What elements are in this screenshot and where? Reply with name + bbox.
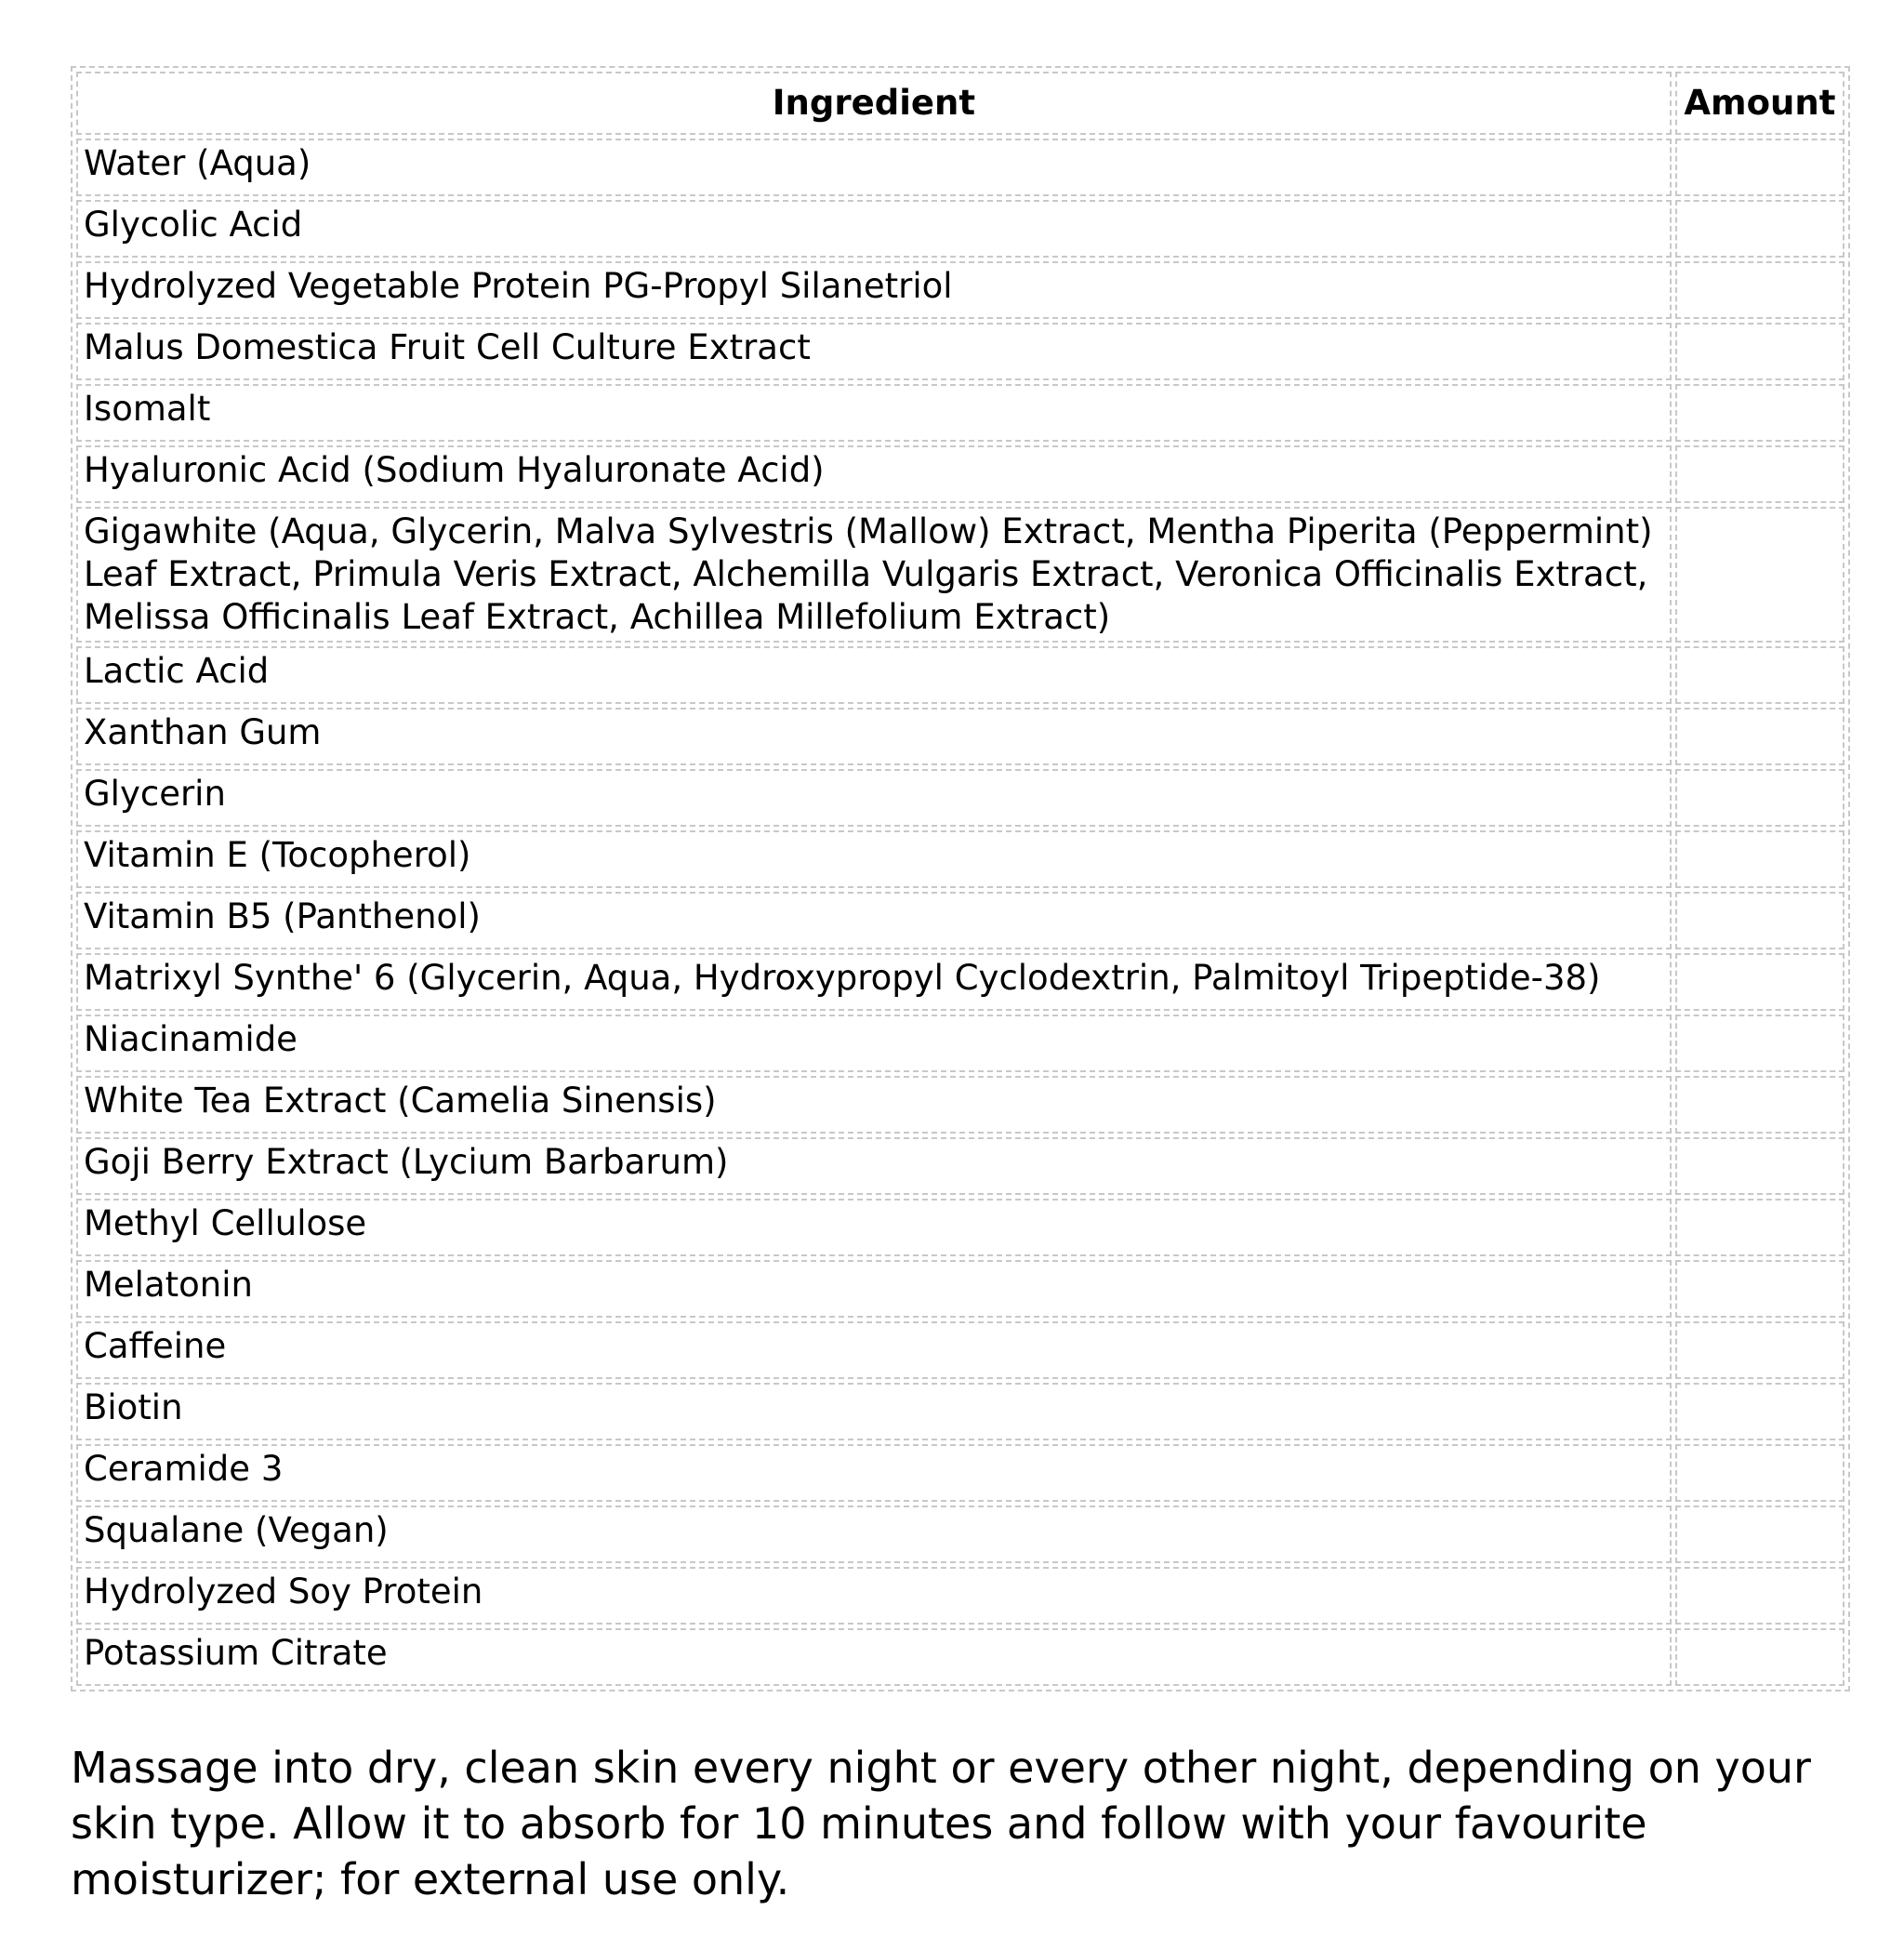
amount-cell	[1675, 1506, 1844, 1563]
content-area	[71, 66, 1850, 1950]
table-row	[76, 1076, 1844, 1134]
ingredient-cell: Gigawhite (Aqua, Glycerin, Malva Sylvestris (Mallow) Extract, Mentha Piperita (Peppermint) Leaf Extract, Primula Veris Extract, Alchemilla Vulgaris Extract, Veronica Officinalis Extract, Melissa Officinalis Leaf Extract, Achillea Millefolium Extract)	[76, 507, 1672, 643]
ingredient-cell: Goji Berry Extract (Lycium Barbarum)	[76, 1137, 1672, 1195]
usage-directions: Massage into dry, clean skin every night or every other night, depending on your skin type. Allow it to absorb for 10 minutes and follow with your favourite moisturizer; for external use only.	[71, 1743, 1811, 1904]
amount-column-header: Amount	[1675, 72, 1844, 135]
table-row	[76, 445, 1844, 503]
ingredient-column-header: Ingredient	[76, 72, 1672, 135]
ingredient-cell: Vitamin E (Tocopherol)	[76, 830, 1672, 888]
table-row	[76, 1628, 1844, 1686]
table-row	[76, 1506, 1844, 1563]
table-header-row	[76, 72, 1844, 135]
ingredient-cell: Biotin	[76, 1383, 1672, 1440]
amount-cell	[1675, 1444, 1844, 1502]
amount-cell	[1675, 1015, 1844, 1072]
amount-cell	[1675, 1076, 1844, 1134]
amount-cell	[1675, 139, 1844, 196]
ingredient-cell: Glycolic Acid	[76, 200, 1672, 258]
ingredient-cell: Caffeine	[76, 1321, 1672, 1379]
ingredient-cell: Niacinamide	[76, 1015, 1672, 1072]
table-row	[76, 139, 1844, 196]
amount-cell	[1675, 1628, 1844, 1686]
amount-cell	[1675, 1137, 1844, 1195]
ingredient-cell: Melatonin	[76, 1260, 1672, 1318]
ingredient-cell: Vitamin B5 (Panthenol)	[76, 892, 1672, 949]
amount-cell	[1675, 507, 1844, 643]
ingredient-cell: Glycerin	[76, 769, 1672, 827]
ingredient-cell: Malus Domestica Fruit Cell Culture Extract	[76, 323, 1672, 380]
ingredient-cell: Hydrolyzed Soy Protein	[76, 1567, 1672, 1625]
table-row	[76, 1444, 1844, 1502]
table-row	[76, 1015, 1844, 1072]
ingredient-cell: Methyl Cellulose	[76, 1199, 1672, 1256]
table-row	[76, 323, 1844, 380]
ingredients-table-body	[76, 139, 1844, 1686]
amount-cell	[1675, 769, 1844, 827]
amount-cell	[1675, 261, 1844, 319]
table-row	[76, 261, 1844, 319]
table-row	[76, 200, 1844, 258]
table-row	[76, 384, 1844, 442]
table-row	[76, 830, 1844, 888]
amount-cell	[1675, 953, 1844, 1011]
table-row	[76, 1321, 1844, 1379]
table-row	[76, 507, 1844, 643]
ingredient-cell: Lactic Acid	[76, 646, 1672, 704]
ingredient-cell: Matrixyl Synthe' 6 (Glycerin, Aqua, Hydroxypropyl Cyclodextrin, Palmitoyl Tripeptide-38)	[76, 953, 1672, 1011]
table-row	[76, 1199, 1844, 1256]
ingredient-cell: Potassium Citrate	[76, 1628, 1672, 1686]
amount-cell	[1675, 384, 1844, 442]
table-row	[76, 646, 1844, 704]
table-row	[76, 708, 1844, 765]
table-row	[76, 769, 1844, 827]
ingredient-cell: Squalane (Vegan)	[76, 1506, 1672, 1563]
ingredient-cell: Hydrolyzed Vegetable Protein PG-Propyl Silanetriol	[76, 261, 1672, 319]
ingredients-table	[71, 66, 1850, 1691]
amount-cell	[1675, 646, 1844, 704]
amount-cell	[1675, 1383, 1844, 1440]
table-row	[76, 1137, 1844, 1195]
table-row	[76, 1260, 1844, 1318]
table-row	[76, 1383, 1844, 1440]
amount-cell	[1675, 892, 1844, 949]
amount-cell	[1675, 1260, 1844, 1318]
amount-cell	[1675, 708, 1844, 765]
ingredient-cell: Ceramide 3	[76, 1444, 1672, 1502]
table-row	[76, 892, 1844, 949]
amount-cell	[1675, 323, 1844, 380]
ingredient-cell: Hyaluronic Acid (Sodium Hyaluronate Acid)	[76, 445, 1672, 503]
ingredient-cell: White Tea Extract (Camelia Sinensis)	[76, 1076, 1672, 1134]
ingredient-cell: Isomalt	[76, 384, 1672, 442]
ingredient-cell: Xanthan Gum	[76, 708, 1672, 765]
amount-cell	[1675, 1567, 1844, 1625]
amount-cell	[1675, 445, 1844, 503]
table-row	[76, 953, 1844, 1011]
ingredient-cell: Water (Aqua)	[76, 139, 1672, 196]
amount-cell	[1675, 1199, 1844, 1256]
amount-cell	[1675, 830, 1844, 888]
amount-cell	[1675, 200, 1844, 258]
amount-cell	[1675, 1321, 1844, 1379]
table-row	[76, 1567, 1844, 1625]
